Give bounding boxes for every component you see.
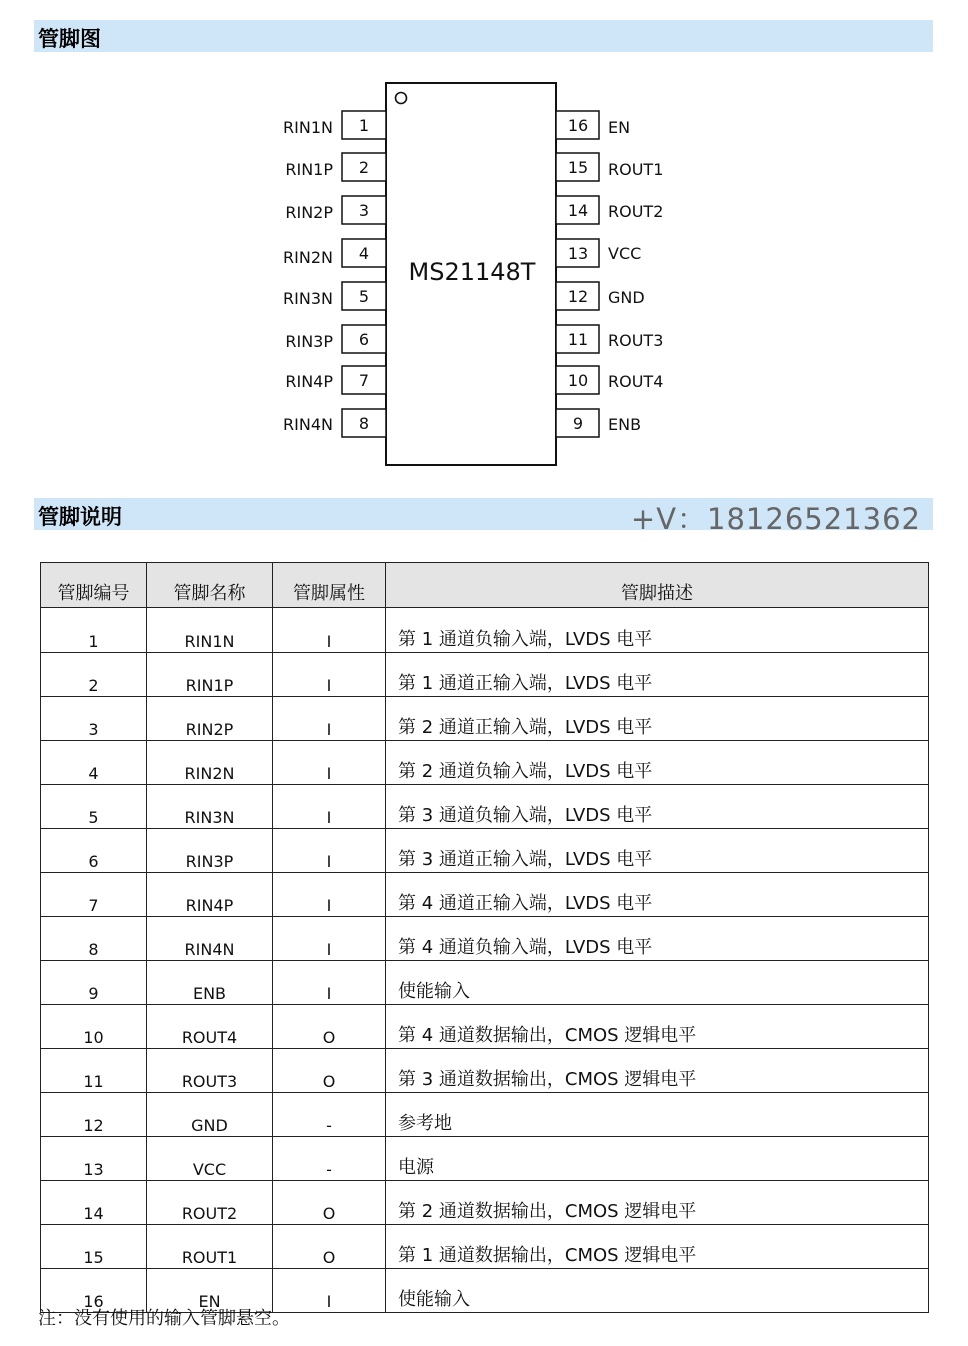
table-row	[41, 961, 929, 1005]
cell-pin-description: 第 4 通道正输入端，LVDS 电平	[386, 873, 929, 917]
cell-pin-attribute: O	[273, 1049, 386, 1093]
cell-pin-number: 14	[41, 1181, 147, 1225]
cell-pin-number: 2	[41, 653, 147, 697]
table-row	[41, 1093, 929, 1137]
pin-number: 11	[567, 330, 589, 349]
pin-label: ROUT1	[608, 160, 664, 179]
table-row	[41, 653, 929, 697]
cell-pin-name: ROUT2	[147, 1181, 273, 1225]
right-pin-group	[556, 111, 663, 437]
cell-pin-attribute: I	[273, 697, 386, 741]
cell-pin-number: 10	[41, 1005, 147, 1049]
cell-pin-number: 5	[41, 785, 147, 829]
pin-number: 7	[358, 371, 370, 390]
cell-pin-number: 13	[41, 1137, 147, 1181]
table-row	[41, 1225, 929, 1269]
cell-pin-attribute: O	[273, 1005, 386, 1049]
pin-number: 6	[358, 330, 370, 349]
table-row	[41, 741, 929, 785]
cell-pin-name: ROUT3	[147, 1049, 273, 1093]
pin-10	[556, 366, 663, 394]
cell-pin-number: 16	[41, 1269, 147, 1313]
cell-pin-description: 第 2 通道负输入端，LVDS 电平	[386, 741, 929, 785]
left-pin-group	[283, 111, 386, 437]
table-row	[41, 1005, 929, 1049]
cell-pin-description: 参考地	[386, 1093, 929, 1137]
pin-number: 9	[572, 414, 584, 433]
cell-pin-description: 第 3 通道正输入端，LVDS 电平	[386, 829, 929, 873]
pin-number: 15	[567, 158, 589, 177]
table-row	[41, 1049, 929, 1093]
cell-pin-name: RIN2N	[147, 741, 273, 785]
table-header-row	[41, 563, 929, 608]
cell-pin-number: 6	[41, 829, 147, 873]
pin-1	[283, 111, 386, 139]
pin-label: VCC	[608, 244, 642, 263]
cell-pin-attribute: I	[273, 1269, 386, 1313]
cell-pin-attribute: I	[273, 917, 386, 961]
cell-pin-attribute: -	[273, 1093, 386, 1137]
cell-pin-description: 电源	[386, 1137, 929, 1181]
pin-label: EN	[608, 118, 631, 137]
cell-pin-number: 9	[41, 961, 147, 1005]
cell-pin-attribute: I	[273, 873, 386, 917]
table-row	[41, 1181, 929, 1225]
pin-number: 16	[567, 116, 589, 135]
cell-pin-name: VCC	[147, 1137, 273, 1181]
cell-pin-number: 3	[41, 697, 147, 741]
pin-label: GND	[608, 288, 645, 307]
cell-pin-number: 8	[41, 917, 147, 961]
chip-name: MS21148T	[408, 258, 536, 286]
contact-number: +V：18126521362	[630, 502, 921, 536]
table-row	[41, 608, 929, 653]
cell-pin-name: GND	[147, 1093, 273, 1137]
cell-pin-name: RIN4N	[147, 917, 273, 961]
pin-label: RIN2P	[285, 203, 333, 222]
cell-pin-description: 第 2 通道正输入端，LVDS 电平	[386, 697, 929, 741]
cell-pin-description: 使能输入	[386, 1269, 929, 1313]
pin-number: 3	[358, 201, 370, 220]
pin-number: 2	[358, 158, 370, 177]
pin-diagram	[0, 0, 968, 480]
table-row	[41, 917, 929, 961]
pin-number: 4	[358, 244, 370, 263]
cell-pin-description: 第 1 通道正输入端，LVDS 电平	[386, 653, 929, 697]
cell-pin-description: 第 4 通道负输入端，LVDS 电平	[386, 917, 929, 961]
cell-pin-name: RIN1N	[147, 608, 273, 653]
cell-pin-description: 第 1 通道负输入端，LVDS 电平	[386, 608, 929, 653]
pin-15	[556, 153, 663, 181]
pin-number: 5	[358, 287, 370, 306]
table-row	[41, 1137, 929, 1181]
section-title: 管脚说明	[38, 505, 122, 529]
pin-label: ROUT3	[608, 331, 664, 350]
cell-pin-description: 使能输入	[386, 961, 929, 1005]
pin-9	[556, 409, 641, 437]
pin-label: RIN3N	[283, 289, 333, 308]
pin-3	[285, 196, 386, 224]
pin-label: RIN4P	[285, 372, 333, 391]
pin-label: RIN3P	[285, 332, 333, 351]
pin-4	[283, 239, 386, 267]
footnote: 注：没有使用的输入管脚悬空。	[38, 1308, 290, 1329]
pin-label: RIN2N	[283, 248, 333, 267]
cell-pin-attribute: I	[273, 653, 386, 697]
cell-pin-attribute: I	[273, 961, 386, 1005]
cell-pin-attribute: -	[273, 1137, 386, 1181]
pin-number: 10	[567, 371, 589, 390]
pin-7	[285, 366, 386, 394]
section-header-pin-description	[34, 498, 933, 536]
pin-label: RIN1N	[283, 118, 333, 137]
header-pin-attribute: 管脚属性	[273, 563, 386, 608]
cell-pin-attribute: O	[273, 1225, 386, 1269]
pin-11	[556, 325, 663, 353]
pin-2	[285, 153, 386, 181]
cell-pin-attribute: O	[273, 1181, 386, 1225]
cell-pin-name: RIN2P	[147, 697, 273, 741]
cell-pin-description: 第 4 通道数据输出，CMOS 逻辑电平	[386, 1005, 929, 1049]
pin-16	[556, 111, 630, 139]
pin-14	[556, 196, 663, 224]
cell-pin-name: RIN1P	[147, 653, 273, 697]
pin-8	[283, 409, 386, 437]
pin-label: RIN1P	[285, 160, 333, 179]
cell-pin-number: 15	[41, 1225, 147, 1269]
table-row	[41, 873, 929, 917]
pin-number: 1	[358, 116, 370, 135]
pin-label: ROUT2	[608, 202, 664, 221]
pin-number: 12	[567, 287, 589, 306]
cell-pin-number: 11	[41, 1049, 147, 1093]
cell-pin-description: 第 3 通道数据输出，CMOS 逻辑电平	[386, 1049, 929, 1093]
cell-pin-number: 12	[41, 1093, 147, 1137]
header-pin-description: 管脚描述	[386, 563, 929, 608]
cell-pin-description: 第 3 通道负输入端，LVDS 电平	[386, 785, 929, 829]
header-pin-number: 管脚编号	[41, 563, 147, 608]
cell-pin-name: RIN3P	[147, 829, 273, 873]
pin-label: ROUT4	[608, 372, 664, 391]
pin-table	[40, 562, 929, 1313]
table-row	[41, 829, 929, 873]
pin-number: 8	[358, 414, 370, 433]
cell-pin-attribute: I	[273, 741, 386, 785]
pin-label: ENB	[608, 415, 642, 434]
cell-pin-number: 4	[41, 741, 147, 785]
cell-pin-name: EN	[147, 1269, 273, 1313]
pin-number: 14	[567, 201, 589, 220]
pin-label: RIN4N	[283, 415, 333, 434]
cell-pin-number: 7	[41, 873, 147, 917]
pin-6	[285, 325, 386, 353]
table-row	[41, 697, 929, 741]
cell-pin-description: 第 2 通道数据输出，CMOS 逻辑电平	[386, 1181, 929, 1225]
cell-pin-name: ENB	[147, 961, 273, 1005]
cell-pin-description: 第 1 通道数据输出，CMOS 逻辑电平	[386, 1225, 929, 1269]
cell-pin-attribute: I	[273, 829, 386, 873]
pin-12	[556, 282, 645, 310]
section-title: 管脚图	[38, 27, 101, 51]
pin-13	[556, 239, 641, 267]
cell-pin-name: RIN3N	[147, 785, 273, 829]
table-row	[41, 785, 929, 829]
cell-pin-attribute: I	[273, 785, 386, 829]
header-pin-name: 管脚名称	[147, 563, 273, 608]
cell-pin-name: ROUT1	[147, 1225, 273, 1269]
pin-5	[283, 282, 386, 310]
cell-pin-number: 1	[41, 608, 147, 653]
cell-pin-name: RIN4P	[147, 873, 273, 917]
pin-number: 13	[567, 244, 589, 263]
cell-pin-name: ROUT4	[147, 1005, 273, 1049]
cell-pin-attribute: I	[273, 608, 386, 653]
